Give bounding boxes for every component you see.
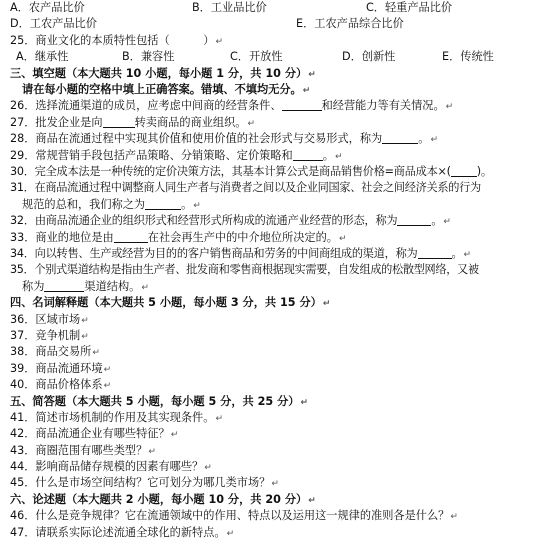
question-item: 44．影响商品储存规模的因素有哪些？ [10, 460, 204, 473]
q31 [10, 180, 542, 196]
return-mark: ↵ [215, 36, 223, 47]
term-item: 40．商品价格体系 [10, 378, 103, 392]
q25-options [10, 49, 542, 65]
return-mark: ↵ [430, 135, 438, 146]
q37 [10, 328, 542, 344]
answer-blank[interactable] [114, 231, 148, 243]
q25-option-c: C．开放性 [230, 50, 283, 64]
q31-cont [22, 197, 542, 213]
return-mark: ↵ [170, 430, 179, 441]
q40 [10, 377, 542, 393]
section4-title-text: 四、名词解释题（本大题共 5 小题，每小题 3 分，共 15 分） [10, 296, 322, 310]
q27-text: 27．批发企业是向 [10, 115, 103, 129]
q28-text: 28．商品在流通过程中实现其价值和使用价值的社会形式与交易形式，称为 [10, 132, 383, 146]
q29 [10, 148, 542, 164]
q30-text-end: )。 [476, 164, 492, 178]
return-mark: ↵ [445, 102, 454, 113]
q31-text-end: 。 [181, 197, 193, 211]
answer-blank[interactable] [103, 116, 135, 128]
answer-blank[interactable] [145, 198, 181, 210]
section5-title-text: 五、简答题（本大题共 5 小题，每小题 5 分，共 25 分） [10, 394, 300, 408]
q28 [10, 131, 542, 147]
q43 [10, 443, 542, 459]
q25-option-b: B．兼容性 [122, 50, 175, 64]
return-mark: ↵ [81, 331, 89, 342]
q35 [10, 262, 542, 278]
return-mark: ↵ [103, 364, 112, 375]
q32-text: 32．由商品流通企业的组织形式和经营形式所构成的流通产业经营的形态，称为 [10, 214, 398, 228]
section6-title [10, 492, 542, 508]
q28-text-end: 。 [418, 132, 430, 146]
q33 [10, 230, 542, 246]
question-item: 45．什么是市场空间结构？它可划分为哪几类市场？ [10, 476, 271, 490]
section5-title [10, 394, 542, 410]
question-item: 41．简述市场机制的作用及其实现条件。 [10, 410, 215, 424]
return-mark: ↵ [204, 463, 212, 473]
question-item: 43．商圈范围有哪些类型？ [10, 443, 148, 457]
answer-blank[interactable] [451, 165, 477, 177]
q39 [10, 361, 542, 377]
return-mark: ↵ [148, 446, 156, 457]
q24-option-e: E．工农产品综合比价 [296, 17, 404, 31]
return-mark: ↵ [338, 233, 347, 244]
term-item: 39．商品流通环境 [10, 361, 103, 375]
term-item: 38．商品交易所 [10, 345, 92, 359]
q32 [10, 213, 542, 229]
q47 [10, 525, 542, 541]
q45 [10, 475, 542, 491]
q27 [10, 115, 542, 131]
q33-text-end: 在社会再生产中的中介地位所决定的。 [147, 230, 338, 244]
answer-blank[interactable] [397, 214, 431, 226]
return-mark: ↵ [302, 86, 311, 96]
q25-option-d: D．创新性 [342, 50, 396, 64]
return-mark: ↵ [308, 69, 316, 80]
q42 [10, 426, 542, 442]
q24-options-row2 [10, 16, 542, 32]
return-mark: ↵ [226, 528, 235, 539]
return-mark: ↵ [450, 512, 458, 523]
q29-text-end: 。 [322, 148, 334, 162]
q24-option-d: D．工农产品比价 [10, 17, 97, 31]
section3-title-text: 三、填空题（本大题共 10 小题，每小题 1 分，共 10 分） [10, 66, 308, 80]
term-item: 36．区域市场 [10, 312, 81, 326]
q34-text: 34．向以转售、生产或经营为目的的客户销售商品和劳务的中间商组成的渠道，称为 [10, 246, 418, 260]
q25-option-e: E．传统性 [442, 50, 494, 64]
answer-blank[interactable] [382, 132, 418, 144]
return-mark: ↵ [308, 495, 316, 506]
term-item: 37．竞争机制 [10, 328, 81, 342]
return-mark: ↵ [215, 413, 223, 424]
q34 [10, 246, 542, 262]
essay-item: 47．请联系实际论述流通全球化的新特点。 [10, 525, 226, 539]
return-mark: ↵ [443, 217, 451, 228]
q26 [10, 98, 542, 114]
section3-instruction [22, 82, 542, 98]
q29-text: 29．常规营销手段包括产品策略、分销策略、定价策略和 [10, 148, 293, 162]
q34-text-end: 。 [451, 246, 463, 260]
q33-text: 33．商业的地位是由 [10, 230, 114, 244]
section4-title [10, 295, 542, 311]
answer-blank[interactable] [282, 99, 322, 111]
q31-text: 31．在商品流通过程中调整商人同生产者与消费者之间以及企业同国家、社会之间经济关系的行为 [10, 181, 481, 195]
return-mark: ↵ [92, 348, 100, 359]
return-mark: ↵ [247, 118, 255, 129]
q35-cont [22, 279, 542, 295]
return-mark: ↵ [141, 282, 149, 293]
q24-options-row1 [10, 0, 542, 16]
q30-text: 30．完全成本法是一种传统的定价决策方法，其基本计算公式是商品销售价格=商品成本×( [10, 164, 451, 178]
q30 [10, 164, 542, 180]
q31-text-cont: 规范的总和，我们称之为 [22, 197, 146, 211]
q25-stem-text: 25．商业文化的本质特性包括（ ） [10, 33, 215, 47]
question-item: 42．商品流通企业有哪些特征？ [10, 427, 170, 441]
q46 [10, 508, 542, 524]
q38 [10, 344, 542, 360]
q26-text-end: 和经营能力等有关情况。 [321, 99, 445, 113]
q24-option-a: A．农产品比价 [10, 1, 85, 14]
q32-text-end: 。 [431, 214, 443, 228]
return-mark: ↵ [193, 200, 201, 211]
q36 [10, 312, 542, 328]
q44 [10, 459, 542, 475]
q35-text-end: 渠道结构。 [84, 279, 141, 293]
q24-option-c: C．轻重产品比价 [366, 1, 453, 14]
q35-text: 35．个别式渠道结构是指由生产者、批发商和零售商根据现实需要，自发组成的松散型网络，又被 [10, 263, 479, 277]
q24-option-b: B．工业品比价 [192, 1, 267, 14]
return-mark: ↵ [271, 479, 279, 490]
return-mark: ↵ [300, 397, 308, 408]
q26-text: 26．选择流通渠道的成员，应考虑中间商的经营条件、 [10, 99, 282, 113]
return-mark: ↵ [81, 315, 89, 326]
q27-text-end: 转卖商品的商业组织。 [134, 115, 247, 129]
answer-blank[interactable] [418, 247, 452, 259]
return-mark: ↵ [103, 381, 112, 392]
q41 [10, 410, 542, 426]
return-mark: ↵ [334, 151, 343, 162]
return-mark: ↵ [322, 299, 331, 310]
answer-blank[interactable] [44, 280, 84, 292]
q35-text-cont: 称为 [22, 279, 45, 293]
q25-option-a: A．继承性 [16, 50, 69, 64]
section6-title-text: 六、论述题（本大题共 2 小题，每小题 10 分，共 20 分） [10, 492, 308, 506]
answer-blank[interactable] [293, 149, 323, 161]
section3-title [10, 66, 542, 82]
section3-instruction-text: 请在每小题的空格中填上正确答案。错填、不填均无分。 [22, 83, 302, 96]
q25-stem [10, 33, 542, 49]
return-mark: ↵ [463, 249, 471, 260]
essay-item: 46．什么是竞争规律？它在流通领域中的作用、特点以及运用这一规律的准则各是什么？ [10, 509, 450, 523]
